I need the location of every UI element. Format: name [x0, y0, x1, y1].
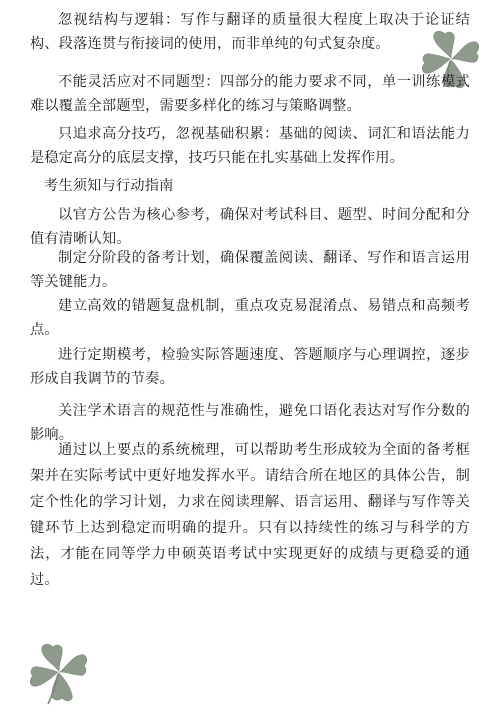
paragraph-study-plan: 制定分阶段的备考计划，确保覆盖阅读、翻译、写作和语言运用等关键能力。 [30, 250, 470, 290]
paragraph-academic-language: 关注学术语言的规范性与准确性，避免口语化表达对写作分数的影响。 [30, 403, 470, 443]
paragraph-ignore-structure: 忽视结构与逻辑：写作与翻译的质量很大程度上取决于论证结构、段落连贯与衔接词的使用，而非单纯的句式复杂度。 [30, 12, 470, 52]
paragraph-basic-skills: 只追求高分技巧，忽视基础积累：基础的阅读、词汇和语法能力是稳定高分的底层支撑，技巧只能在扎实基础上发挥作用。 [30, 126, 470, 166]
paragraph-official-notice: 以官方公告为核心参考，确保对考试科目、题型、时间分配和分值有清晰认知。 [30, 207, 470, 247]
paragraph-error-review: 建立高效的错题复盘机制，重点攻克易混淆点、易错点和高频考点。 [30, 298, 470, 338]
clover-bottom-left-icon [26, 640, 92, 706]
paragraph-question-types: 不能灵活应对不同题型：四部分的能力要求不同，单一训练模式难以覆盖全部题型，需要多样化的练习与策略调整。 [30, 74, 470, 114]
paragraph-mock-exams: 进行定期模考，检验实际答题速度、答题顺序与心理调控，逐步形成自我调节的节奏。 [30, 347, 470, 387]
section-heading: 考生须知与行动指南 [44, 178, 174, 194]
paragraph-conclusion: 通过以上要点的系统梳理，可以帮助考生形成较为全面的备考框架并在实际考试中更好地发挥水平。请结合所在地区的具体公告，制定个性化的学习计划，力求在阅读理解、语言运用、翻译与写作等关键环节上达到稳定而明确的提升。只有以持续性的练习与科学的方法，才能在同等学力申硕英语考试中实现更好的成绩与更稳妥的通过。 [30, 442, 470, 588]
